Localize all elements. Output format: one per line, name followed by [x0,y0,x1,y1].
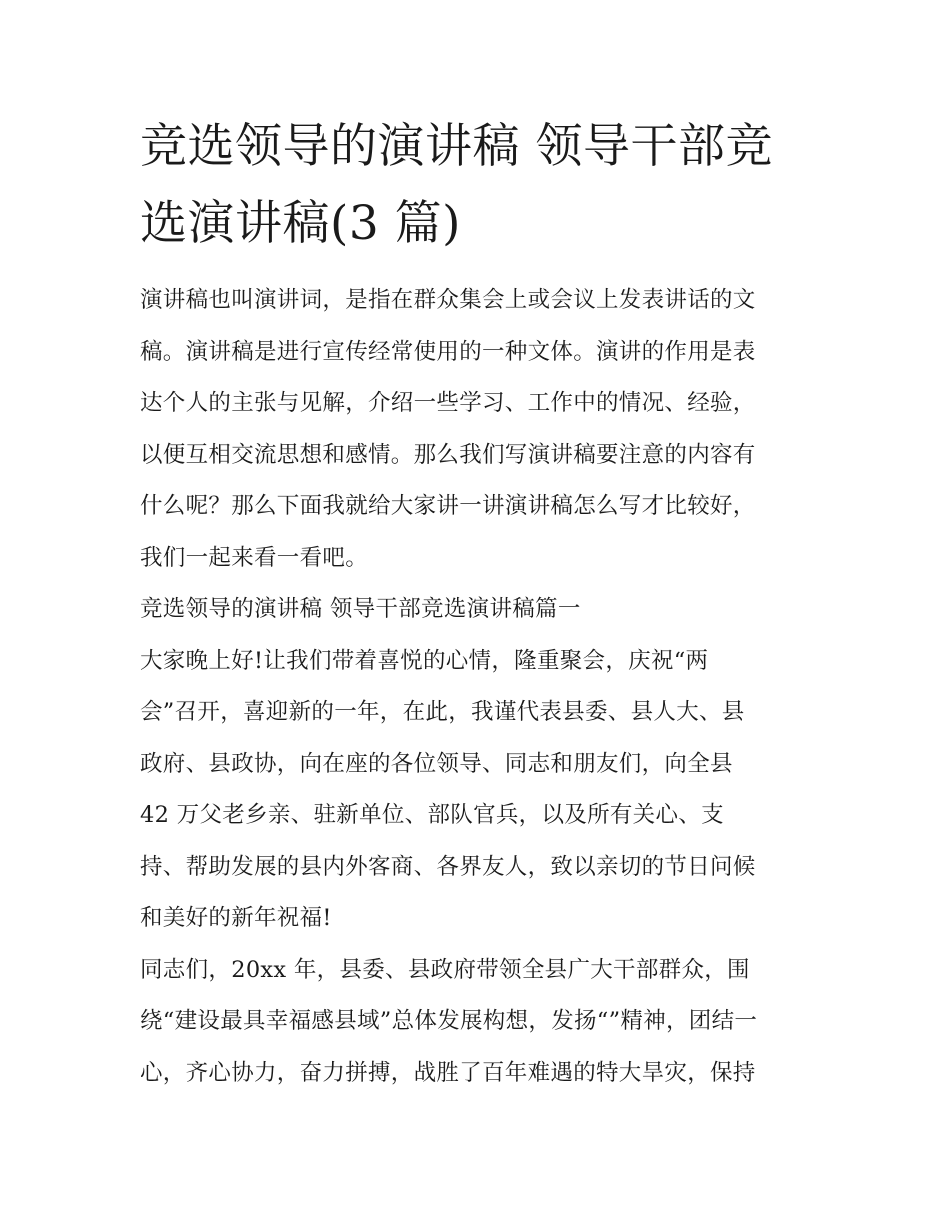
paragraph-line: 政府、县政协，向在座的各位领导、同志和朋友们，向全县 [140,750,733,777]
paragraph-line: 以便互相交流思想和感情。那么我们写演讲稿要注意的内容有 [140,441,756,468]
paragraph-line: 什么呢？那么下面我就给大家讲一讲演讲稿怎么写才比较好， [140,493,756,519]
paragraph-line: 稿。演讲稿是进行宣传经常使用的一种文体。演讲的作用是表 [140,338,756,365]
title-line: 竞选领导的演讲稿 领导干部竞 [140,119,773,174]
paragraph-line: 我们一起来看一看吧。 [140,544,369,571]
document-title [140,108,820,262]
paragraph-line: 会”召开，喜迎新的一年，在此，我谨代表县委、县人大、县 [140,699,745,725]
paragraph-line: 同志们，20xx 年，县委、县政府带领全县广大干部群众，围 [140,956,750,983]
paragraph-line: 演讲稿也叫演讲词，是指在群众集会上或会议上发表讲话的文 [140,287,756,313]
paragraph-line: 绕“建设最具幸福感县域”总体发展构想，发扬“”精神，团结一 [140,1008,758,1034]
paragraph-line: 42 万父老乡亲、驻新单位、部队官兵，以及所有关心、支 [140,802,724,828]
paragraph-line: 持、帮助发展的县内外客商、各界友人，致以亲切的节日问候 [140,853,756,880]
paragraph-line: 心，齐心协力，奋力拼搏，战胜了百年难遇的特大旱灾，保持 [140,1059,756,1086]
paragraph-line: 大家晚上好!让我们带着喜悦的心情，隆重聚会，庆祝“两 [140,647,709,674]
document-body [140,278,812,1102]
title-line: 选演讲稿(3 篇) [140,196,462,251]
paragraph-line: 和美好的新年祝福! [140,905,332,931]
paragraph-line: 达个人的主张与见解，介绍一些学习、工作中的情况、经验， [140,390,756,416]
section-heading: 竞选领导的演讲稿 领导干部竞选演讲稿篇一 [140,596,581,622]
